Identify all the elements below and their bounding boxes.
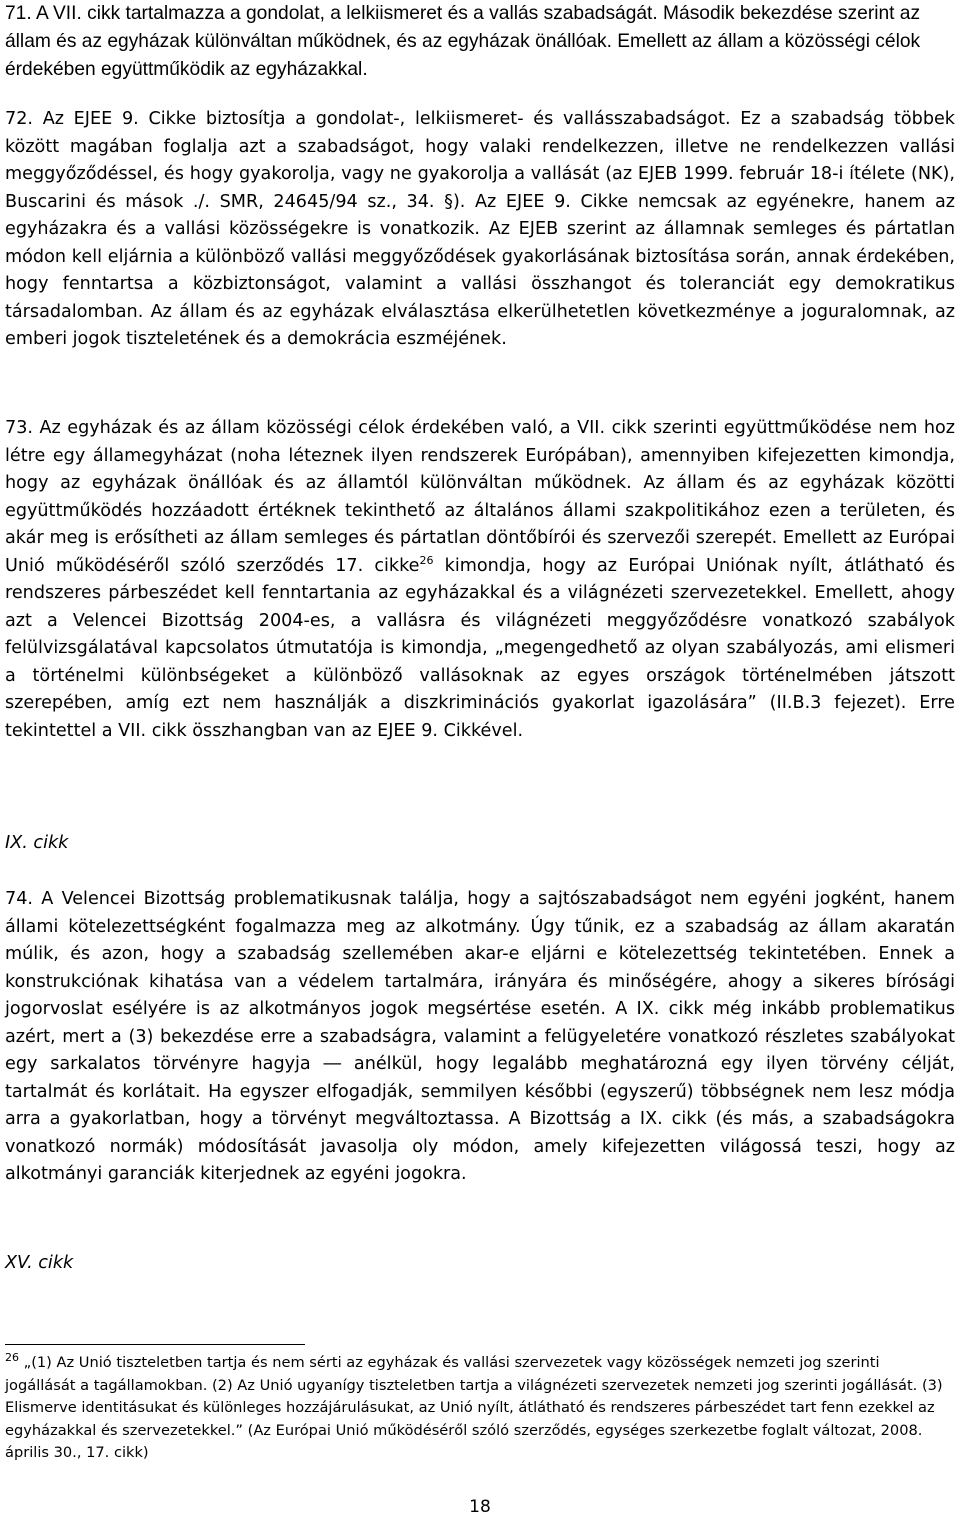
paragraph-74: 74. A Velencei Bizottság problematikusnak találja, hogy a sajtószabadságot nem egyéni jogként, hanem állami kötelezettségként fogalmazza meg az alkotmány. Úgy tűnik, ez a szabadság az állam akaratán múlik, és azon, hogy a szabadság szellemében akar-e eljárni e kötelezettség tekintetében. Ennek a konstrukciónak kihatása van a védelem tartalmára, irányára és minőségére, ahogy a sikeres bírósági jogorvoslat esélyére is az alkotmányos jogok megsértése esetén. A IX. cikk még inkább problematikus azért, mert a (3) bekezdése erre a szabadságra, valamint a felügyeletére vonatkozó részletes szabályokat egy sarkalatos törvényre hagyja ― anélkül, hogy legalább meghatározná egy ilyen törvény célját, tartalmát és korlátait. Ha egyszer elfogadják, semmilyen későbbi (egyszerű) többségnek nem lesz módja arra a gyakorlatban, hogy a törvényt megváltoztassa. A Bizottság a IX. cikk (és más, a szabadságokra vonatkozó normák) módosítását javasolja oly módon, amely kifejezetten világossá teszi, hogy az alkotmányi garanciák kiterjednek az egyéni jogokra.	[5, 889, 955, 1184]
section-heading-xv: XV. cikk	[5, 1253, 74, 1273]
paragraph-73-text-before: 73. Az egyházak és az állam közösségi célok érdekében való, a VII. cikk szerinti együttműködése nem hoz létre egy államegyházat (noha léteznek ilyen rendszerek Európában), amennyiben kifejezetten kimondja, hogy az egyházak önállóak és az államtól különváltan működnek. Az állam és az egyházak közötti együttműködés hozzáadott értéknek tekinthető az általános állami szakpolitikához ezen a területen, és akár meg is erősítheti az állam semleges és pártatlan döntőbírói és szervezői szerepét. Emellett az Európai Unió működéséről szóló szerződés 17. cikke	[5, 418, 955, 576]
paragraph-73	[5, 415, 955, 745]
section-heading-ix: IX. cikk	[5, 833, 69, 853]
footnote-number: 26	[5, 1351, 19, 1365]
footnote-text: „(1) Az Unió tiszteletben tartja és nem sérti az egyházak és vallási szervezetek vagy közösségek nemzeti jog szerinti jogállását a tagállamokban. (2) Az Unió ugyanígy tiszteletben tartja a világnézeti szervezetek nemzeti jog szerinti jogállását. (3) Elismerve identitásukat és különleges hozzájárulásukat, az Unió nyílt, átlátható és rendszeres párbeszédet tart fenn ezekkel az egyházakkal és szervezetekkel.” (Az Európai Unió működéséről szóló szerződés, egységes szerkezetbe foglalt változat, 2008. április 30., 17. cikk)	[5, 1354, 943, 1461]
page-number: 18	[469, 1497, 491, 1517]
footnote-reference-26[interactable]: 26	[419, 553, 434, 567]
paragraph-73-text-after: kimondja, hogy az Európai Uniónak nyílt, átlátható és rendszeres párbeszédet kell fenntartania az egyházakkal és a világnézeti szervezetekkel. Emellett, ahogy azt a Velencei Bizottság 2004-es, a vallásra és világnézeti meggyőződésre vonatkozó szabályok felülvizsgálatával kapcsolatos útmutatója is kimondja, „megengedhető az olyan szabályozás, ami elismeri a történelmi különbségeket a különböző vallásoknak az egyes országok történelmében játszott szerepében, amíg ezt nem használják a diszkriminációs gyakorlat igazolására” (II.B.3 fejezet). Erre tekintettel a VII. cikk összhangban van az EJEE 9. Cikkével.	[5, 555, 955, 741]
footnote-26	[5, 1352, 953, 1465]
paragraph-72: 72. Az EJEE 9. Cikke biztosítja a gondolat-, lelkiismeret- és vallásszabadságot. Ez a szabadság többek között magában foglalja azt a szabadságot, hogy valaki rendelkezzen, illetve ne rendelkezzen vallási meggyőződéssel, és hogy gyakorolja, vagy ne gyakorolja a vallását (az EJEB 1999. február 18-i ítélete (NK), Buscarini és mások ./. SMR, 24645/94 sz., 34. §). Az EJEE 9. Cikke nemcsak az egyénekre, hanem az egyházakra és a vallási közösségekre is vonatkozik. Az EJEB szerint az államnak semleges és pártatlan módon kell eljárnia a különböző vallási meggyőződések gyakorlásának biztosítása során, annak érdekében, hogy fenntartsa a közbiztonságot, valamint a vallási összhangot és toleranciát egy demokratikus társadalomban. Az állam és az egyházak elválasztása elkerülhetetlen következménye a joguralomnak, az emberi jogok tiszteletének és a demokrácia eszméjének.	[5, 109, 955, 349]
paragraph-71: 71. A VII. cikk tartalmazza a gondolat, a lelkiismeret és a vallás szabadságát. Második bekezdése szerint az állam és az egyházak különváltan működnek, és az egyházak önállóak. Emellett az állam a közösségi célok érdekében együttműködik az egyházakkal.	[5, 3, 921, 80]
footnote-separator	[5, 1344, 305, 1345]
